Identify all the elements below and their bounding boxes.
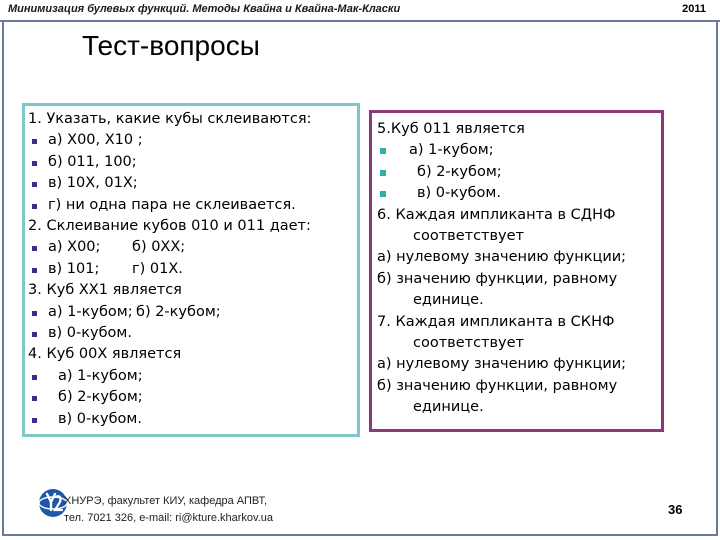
answer-4a: а) 1-кубом;	[28, 366, 357, 387]
answer-6b-cont: единице.	[413, 292, 484, 309]
question-4: 4. Куб 00Х является	[28, 346, 182, 363]
frame-bottom-border	[2, 534, 718, 536]
answer-4c: в) 0-кубом.	[28, 409, 357, 430]
question-6-cont: соответствует	[413, 228, 524, 245]
answer-2a: а) Х00;	[48, 239, 101, 256]
answer-6a: а) нулевому значению функции;	[377, 249, 627, 266]
questions-box-left	[22, 103, 360, 437]
answer-2cd	[28, 259, 357, 280]
answer-2c: в) 101;	[48, 260, 100, 277]
answer-3a: а) 1-кубом;	[48, 303, 133, 320]
answer-3ab	[28, 302, 357, 323]
answer-2ab	[28, 237, 357, 258]
answer-7b-cont: единице.	[413, 399, 484, 416]
frame-right-border	[716, 20, 718, 535]
footer-line-2: тел. 7021 326, e-mail: ri@kture.kharkov.ua	[64, 512, 274, 524]
answer-7a: а) нулевому значению функции;	[377, 356, 627, 373]
frame-left-border	[2, 20, 4, 535]
page-title: Тест-вопросы	[82, 30, 260, 61]
answer-5b: б) 2-кубом;	[377, 162, 661, 183]
answer-2b: б) 0ХХ;	[132, 239, 186, 256]
page-number: 36	[668, 502, 683, 517]
answer-6b: б) значению функции, равному	[377, 270, 618, 287]
answer-1c: в) 10Х, 01Х;	[28, 173, 357, 194]
question-2: 2. Склеивание кубов 010 и 011 дает:	[28, 218, 311, 235]
question-3: 3. Куб ХХ1 является	[28, 282, 182, 299]
answer-1d: г) ни одна пара не склеивается.	[28, 195, 357, 216]
answer-7b: б) значению функции, равному	[377, 377, 618, 394]
answer-5c: в) 0-кубом.	[377, 183, 661, 204]
question-7: 7. Каждая импликанта в СКНФ	[377, 313, 615, 330]
header-title: Минимизация булевых функций. Методы Квайна и Квайна-Мак-Класки	[8, 3, 401, 15]
header-divider	[0, 20, 720, 22]
answer-3c: в) 0-кубом.	[28, 323, 357, 344]
answer-4b: б) 2-кубом;	[28, 387, 357, 408]
question-7-cont: соответствует	[413, 335, 524, 352]
answer-1b: б) 011, 100;	[28, 152, 357, 173]
question-5: 5.Куб 011 является	[377, 121, 525, 137]
footer-contact	[64, 493, 273, 527]
answer-3b: б) 2-кубом;	[136, 303, 221, 320]
answer-2d: г) 01Х.	[132, 260, 183, 277]
footer-line-1: ХНУРЭ, факультет КИУ, кафедра АПВТ,	[64, 495, 268, 507]
question-6: 6. Каждая импликанта в СДНФ	[377, 206, 616, 223]
question-1: 1. Указать, какие кубы склеиваются:	[28, 111, 312, 127]
answer-1a: а) Х00, Х10 ;	[28, 130, 357, 151]
header-year: 2011	[682, 3, 706, 15]
questions-box-right	[369, 110, 664, 432]
answer-5a: а) 1-кубом;	[377, 140, 661, 161]
